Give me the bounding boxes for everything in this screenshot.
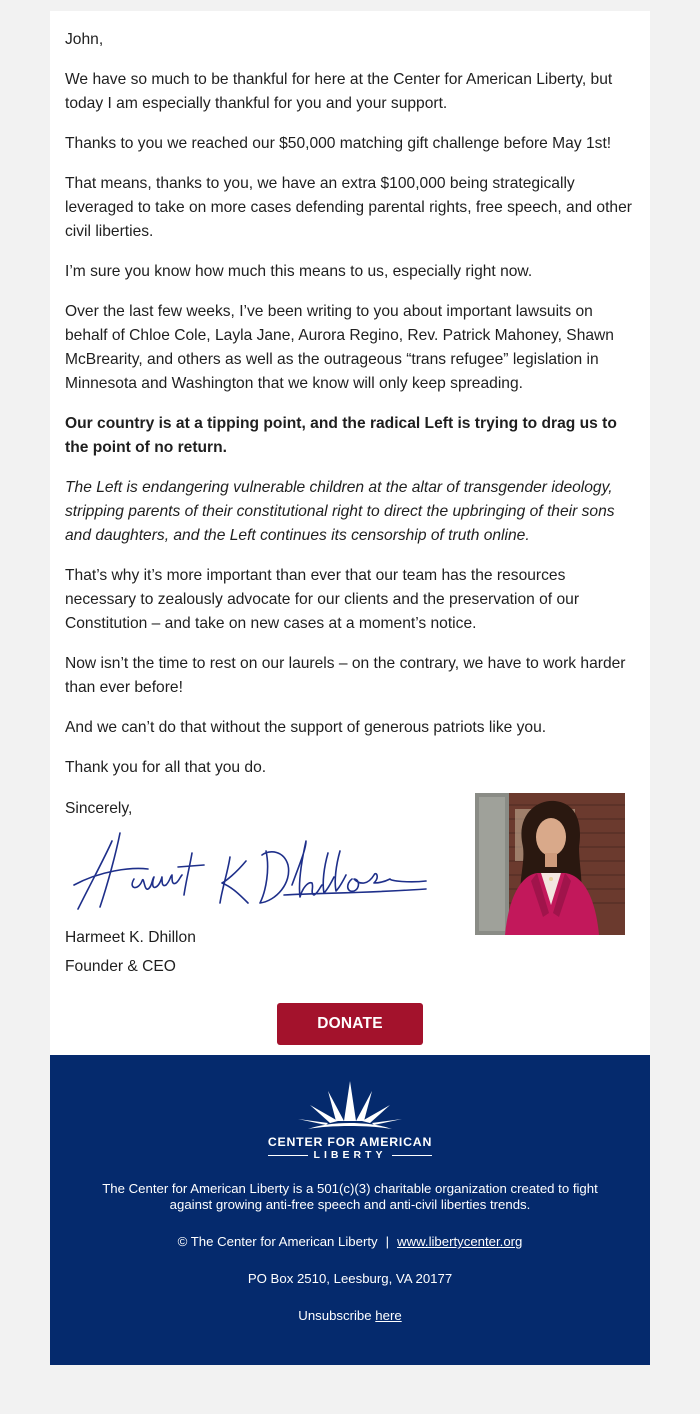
website-link[interactable]: www.libertycenter.org [397,1234,523,1249]
paragraph-matching-gift: Thanks to you we reached our $50,000 matching gift challenge before May 1st! [65,135,612,152]
signer-title: Founder & CEO [65,958,176,975]
greeting: John, [65,31,104,48]
logo-rule-right [392,1155,432,1156]
logo-text-line1: CENTER FOR AMERICAN [267,1135,433,1149]
paragraph-tipping-point: Our country is at a tipping point, and the radical Left is trying to drag us to the point of no return. [65,415,617,456]
unsubscribe-link[interactable]: here [375,1308,402,1323]
paragraph-thank-you: Thank you for all that you do. [65,759,267,776]
paragraph-extra-funds: That means, thanks to you, we have an extra $100,000 being strategically leveraged to take on more cases defending parental rights, free speech, and other civil liberties. [65,175,632,240]
paragraph-resources: That’s why it’s more important than ever that our team has the resources necessary to zealously advocate for our clients and the preservation of our Constitution – and take on new cases at a moment’s notice. [65,567,580,632]
email-body [50,11,650,1055]
separator: | [385,1234,390,1249]
footer [50,1055,650,1365]
paragraph-means-to-us: I’m sure you know how much this means to us, especially right now. [65,263,533,280]
signoff: Sincerely, [65,800,133,817]
copyright-text: © The Center for American Liberty [177,1234,378,1249]
paragraph-patriots: And we can’t do that without the support of generous patriots like you. [65,719,547,736]
postal-address: PO Box 2510, Leesburg, VA 20177 [247,1271,453,1286]
letter-text [65,28,635,796]
copyright-line [50,1234,650,1250]
signer-photo [475,793,625,935]
paragraph-endangering: The Left is endangering vulnerable children at the altar of transgender ideology, stripping parents of their constitutional right to direct the upbringing of their sons and daughters, and the Left continues its censorship of truth online. [65,479,615,544]
unsubscribe-text: Unsubscribe [298,1308,372,1323]
signer-name: Harmeet K. Dhillon [65,929,196,946]
logo-text-line2: LIBERTY [313,1149,387,1161]
paragraph-lawsuits: Over the last few weeks, I’ve been writing to you about important lawsuits on behalf of Chloe Cole, Layla Jane, Aurora Regino, Rev. Patrick Mahoney, Shawn McBrearity, and others as well as the outrageous “trans refugee” legislation in Minnesota and Washington that we know will only keep spreading. [65,303,614,392]
paragraph-thankful: We have so much to be thankful for here at the Center for American Liberty, but today I am especially thankful for you and your support. [65,71,613,112]
sunburst-icon [250,1077,450,1135]
footer-logo [250,1077,450,1167]
signature-image [70,823,430,915]
donate-button[interactable]: DONATE [277,1003,423,1045]
mission-statement: The Center for American Liberty is a 501(c)(3) charitable organization created to fight against growing anti-free speech and anti-civil liberties trends. [102,1181,598,1212]
unsubscribe-line [50,1308,650,1324]
paragraph-laurels: Now isn’t the time to rest on our laurels – on the contrary, we have to work harder than ever before! [65,655,626,696]
